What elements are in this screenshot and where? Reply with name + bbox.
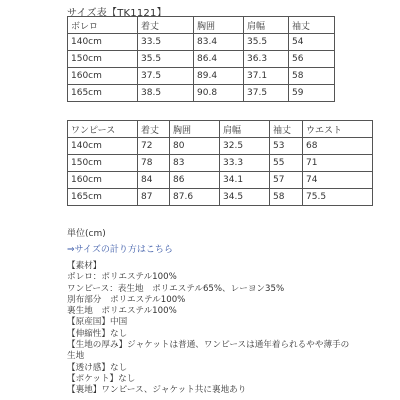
table-cell: 87.6 bbox=[170, 189, 220, 206]
table-cell: 83.4 bbox=[194, 34, 244, 51]
size-chart-title: サイズ表【TK1121】 bbox=[67, 8, 167, 19]
table-row bbox=[68, 34, 335, 51]
table-cell: 71 bbox=[303, 155, 373, 172]
table-row bbox=[68, 85, 335, 102]
table-cell: 38.5 bbox=[138, 85, 194, 102]
table-cell: 150cm bbox=[68, 51, 138, 68]
table-cell: 90.8 bbox=[194, 85, 244, 102]
table-cell: 78 bbox=[138, 155, 170, 172]
material-line: ボレロ：ポリエステル100% bbox=[67, 272, 177, 283]
lining-line: 【裏地】ワンピース、ジャケット共に裏地あり bbox=[67, 385, 247, 396]
dress-size-table bbox=[67, 120, 373, 206]
material-line: ワンピース：表生地 ポリエステル65%、レーヨン35% bbox=[67, 283, 285, 294]
thickness-line: 【生地の厚み】ジャケットは普通、ワンピースは通年着られるやや薄手の bbox=[67, 340, 350, 351]
pocket-line: 【ポケット】なし bbox=[67, 373, 136, 384]
table-cell: 57 bbox=[270, 172, 303, 189]
table-cell: 72 bbox=[138, 138, 170, 155]
materials-section bbox=[67, 250, 367, 397]
table-header-row bbox=[68, 17, 335, 34]
table-cell: 160cm bbox=[68, 68, 138, 85]
table-cell: 35.5 bbox=[244, 34, 289, 51]
origin-line: 【原産国】中国 bbox=[67, 317, 128, 328]
table-cell: 36.3 bbox=[244, 51, 289, 68]
materials-header: 【素材】 bbox=[67, 261, 102, 271]
table-cell: 59 bbox=[289, 85, 335, 102]
table-cell: 89.4 bbox=[194, 68, 244, 85]
header-cell: ボレロ bbox=[68, 17, 138, 34]
table-row bbox=[68, 155, 373, 172]
table-cell: 160cm bbox=[68, 172, 138, 189]
table-cell: 83 bbox=[170, 155, 220, 172]
header-cell: 着丈 bbox=[138, 17, 194, 34]
header-cell: 着丈 bbox=[138, 121, 170, 138]
table-cell: 165cm bbox=[68, 85, 138, 102]
header-cell: 肩幅 bbox=[220, 121, 270, 138]
table-cell: 80 bbox=[170, 138, 220, 155]
table-cell: 86.4 bbox=[194, 51, 244, 68]
table-cell: 55 bbox=[270, 155, 303, 172]
table-row bbox=[68, 51, 335, 68]
material-line: 別布部分 ポリエステル100% bbox=[67, 294, 186, 305]
table-cell: 32.5 bbox=[220, 138, 270, 155]
header-cell: 胸囲 bbox=[194, 17, 244, 34]
table-cell: 86 bbox=[170, 172, 220, 189]
table-header-row bbox=[68, 121, 373, 138]
table-cell: 58 bbox=[270, 189, 303, 206]
table-cell: 56 bbox=[289, 51, 335, 68]
table-cell: 87 bbox=[138, 189, 170, 206]
table-cell: 58 bbox=[289, 68, 335, 85]
table-row bbox=[68, 172, 373, 189]
table-cell: 74 bbox=[303, 172, 373, 189]
table-cell: 33.5 bbox=[138, 34, 194, 51]
table-cell: 34.1 bbox=[220, 172, 270, 189]
header-cell: 胸囲 bbox=[170, 121, 220, 138]
table-cell: 68 bbox=[303, 138, 373, 155]
table-row bbox=[68, 138, 373, 155]
table-cell: 37.1 bbox=[244, 68, 289, 85]
table-cell: 75.5 bbox=[303, 189, 373, 206]
table-cell: 150cm bbox=[68, 155, 138, 172]
table-cell: 53 bbox=[270, 138, 303, 155]
table-cell: 140cm bbox=[68, 34, 138, 51]
table-cell: 140cm bbox=[68, 138, 138, 155]
table-row bbox=[68, 189, 373, 206]
table-cell: 37.5 bbox=[244, 85, 289, 102]
material-line: 裏生地 ポリエステル100% bbox=[67, 306, 177, 317]
table-cell: 34.5 bbox=[220, 189, 270, 206]
table-cell: 84 bbox=[138, 172, 170, 189]
bolero-size-table bbox=[67, 16, 335, 102]
table-row bbox=[68, 68, 335, 85]
header-cell: 袖丈 bbox=[270, 121, 303, 138]
stretch-line: 【伸縮性】なし bbox=[67, 328, 128, 339]
header-cell: 肩幅 bbox=[244, 17, 289, 34]
header-cell: ワンピース bbox=[68, 121, 138, 138]
header-cell: 袖丈 bbox=[289, 17, 335, 34]
table-cell: 54 bbox=[289, 34, 335, 51]
table-cell: 165cm bbox=[68, 189, 138, 206]
sheerness-line: 【透け感】なし bbox=[67, 362, 128, 373]
thickness-line-cont: 生地 bbox=[67, 351, 85, 362]
unit-note: 単位(cm) bbox=[67, 229, 106, 239]
table-cell: 33.3 bbox=[220, 155, 270, 172]
table-cell: 35.5 bbox=[138, 51, 194, 68]
size-measure-link[interactable]: ⇒サイズの計り方はこちら bbox=[67, 245, 173, 255]
table-cell: 37.5 bbox=[138, 68, 194, 85]
header-cell: ウエスト bbox=[303, 121, 373, 138]
